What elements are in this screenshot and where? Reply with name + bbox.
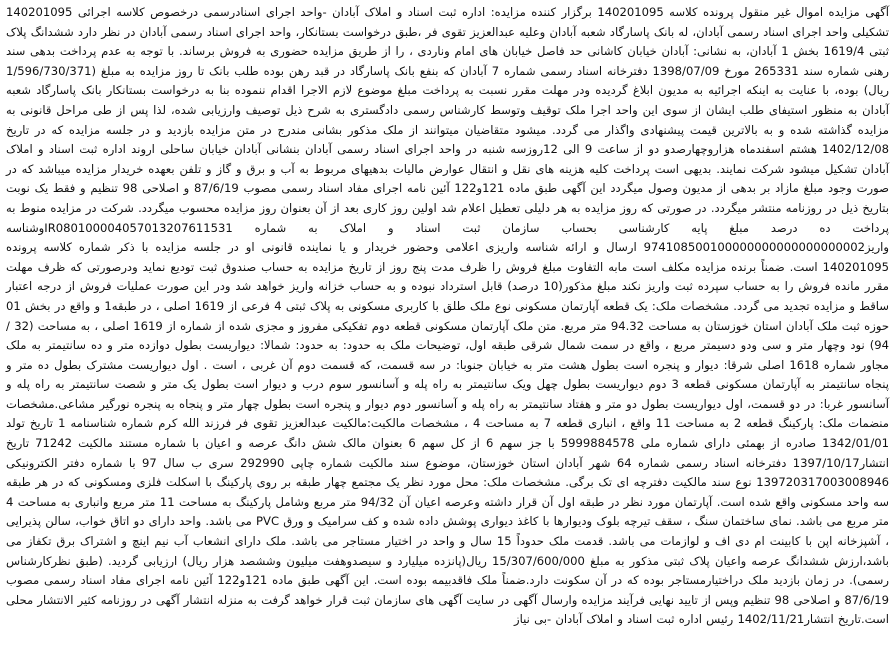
auction-notice-text: آگهی مزایده اموال غیر منقول پرونده کلاسه 140201095 برگزار کننده مزایده: اداره ثبت اسناد و املاک آبادان -واحد اجرای اسنادرسمی درخصوص کلاسه اجرائی 140201095 تشکیلی واحد اجرای اسناد رسمی آبادان، له بانک پاسارگاد شعبه آبادان وعلیه عبدالعزیز تقوی فر ،طبق درخواست بستانکار، واحد اجرای اسناد رسمی آبادان در نظر دارد ششدانگ پلاک ثبتی 1619/4 بخش 1 آبادان، به نشانی: آبادان خیابان کاشانی حد فاصل خیابان های امام وناردی ، را از طریق مزایده حضوری به فروش برساند. با توجه به عدم پرداخت بدهی سند رهنی شماره سند 265331 مورخ 1398/07/09 دفترخانه اسناد رسمی شماره 7 آبادان که بنفع بانک پاسارگاد در قبد رهن بوده طلب بانک تا روز مزایده به مبلغ (1/596/730/371 ریال) بوده، با عنایت به اینکه اجرائیه به مدیون ابلاغ گردیده ودر مهلت مقرر نسبت به پرداخت مبلغ موضوع لازم الاجرا اقدام ننموده بنا به درخواست بستانکار بانک پاسارگاد شعبه آبادان به منظور استیفای طلب ایشان از سوی این واحد اجرا ملک توقیف وتوسط کارشناس رسمی دادگستری به شرح ذیل توصیف وارزیابی شده، لذا پس از طی مراحل قانونی به مزایده گذاشته شده و به بالاترین قیمت پیشنهادی واگذار می گردد. میشود متقاضیان میتوانند از ملک مذکور بشانی مندرج در متن مزایده بازدید و در جلسه مزایده که در تاریخ 1402/12/08 هشتم اسفندماه هزاروچهارصدو دو از ساعت 9 الی 12روزسه شنبه در واحد اجرای اسناد رسمی آبادان بنشانی آبادان خیابان ساحلی اروند اداره ثبت اسناد و املاک آبادان تشکیل میشود شرکت نمایند. بدیهی است پرداخت کلیه هزینه های نقل و انتقال عوارض مالیات بدهیهای مربوط به آب و برق و گاز و تلفن بعهده خریدار مزایده میباشد که در صورت وجود مبلغ مازاد بر بدهی از مدیون وصول میگردد این آگهی طبق ماده 121و122 آئین نامه اجرای مفاد اسناد رسمی مصوب 87/6/19 و اصلاحی 98 تنظیم و فقط یک نوبت بتاریخ ذیل در روزنامه منتشر میگردد. در صورتی که روز مزایده به هر دلیلی تعطیل اعلام شد اولین روز کاری بعد از آن بعنوان روز مزایده محسوب میگردد. شرکت در مزایده منوط به پرداخت ده درصد مبلغ پایه کارشناسی بحساب سازمان ثبت اسناد و املاک به شماره IR080100004057013207611531وشناسه واریز974108500100000000000000000002 ارسال و ارائه شناسه واریزی اعلامی وحضور خریدار و یا نماینده قانونی او در جلسه مزایده با ذکر شماره کلاسه پرونده 140201095 است. ضمناً برنده مزایده مکلف است مابه التفاوت مبلغ فروش را ظرف مدت پنج روز از تاریخ مزایده به حساب صندوق ثبت تودیع نماید ودرصورتی که ظرف مهلت مقرر مانده فروش را به حساب سپرده ثبت واریز نکند مبلغ مذکور(10 درصد) قابل استرداد نبوده و به حساب خزانه واریز خواهد شد ودر این صورت عملیات فروش از درجه اعتبار ساقط و مزایده تجدید می گردد. مشخصات ملک: یک قطعه آپارتمان مسکونی نوع ملک طلق با کاربری مسکونی به پلاک ثبتی 4 فرعی از 1619 اصلی ، در طبقه1 و واقع در بخش 01 حوزه ثبت ملک آبادان استان خوزستان به مساحت 94.32 متر مربع. متن ملک آپارتمان مسکونی قطعه دوم تفکیکی مفروز و مجزی شده از شماره از 1619 اصلی ، به مساحت (32 / 94) نود وچهار متر و سی ودو دسیمتر مربع ، واقع در سمت شمال شرقی طبقه اول، توضیحات ملک به حدود: به حدود: شمالا: دیواریست بطول دوازده متر و ده سانتیمتر به ملک مجاور شماره 1618 اصلی شرقا: دیوار و پنجره است بطول هشت متر به خیابان جنوبا: در سه قسمت، که قسمت دوم آن غربی ، است . اول دیواریست مشترک بطول ده متر و پنجاه سانتیمتر به آپارتمان مسکونی قطعه 3 دوم دیواریست بطول چهل ویک سانتیمتر به راه پله و آسانسور سوم درب و دیوار است بطول یک متر و شصت سانتیمتر به راه پله و آسانسور غربا: در دو قسمت، اول دیواریست بطول دو متر و هفتاد سانتیمتر به راه پله و آسانسور دوم دیوار و پنجره است بطول چهار متر و پنجاه به پنجره نورگیر مشاعی.مشخصات منضمات ملک: پارکینگ قطعه 2 به مساحت 11 واقع ، انباری قطعه 7 به مساحت 4 ، مشخصات مالکیت:مالکیت عبدالعزیز تقوی فر فرزند الله کرم شماره شناسنامه 1 تاریخ تولد 1342/01/01 صادره از بهمئی دارای شماره ملی 5999884578 با جز سهم 6 از کل سهم 6 بعنوان مالک شش دانگ عرصه و اعیان با شماره مستند مالکیت 71242 تاریخ انتشار1397/10/17 دفترخانه اسناد رسمی شماره 64 شهر آبادان استان خوزستان، موضوع سند مالکیت شماره چاپی 292990 سری ب سال 97 با شماره دفتر الکترونیکی 139720317003008946 نوع سند مالکیت دفترچه ای تک برگی. مشخصات ملک: محل مورد نظر یک مجتمع چهار طبقه بر روی پارکینگ با اسکلت فلزی ومسکونی که در هر طبقه سه واحد مسکونی واقع شده است. آپارتمان مورد نظر در طبقه اول آن قرار داشته وعرصه اعیان آن 94/32 متر مربع وشامل پارکینگ به مساحت 11 متر مربع وانباری به مساحت 4 متر مربع می باشد. نمای ساختمان سنگ ، سقف تیرچه بلوک ودیوارها با کاغذ دیواری پوشش داده شده و کف سرامیک و ورق PVC می باشد. واحد دارای دو اتاق خواب، سالن پذیرایی ، آشپزخانه اپن با کابینت ام دی اف و لوازمات می باشد. قدمت ملک حدوداً 15 سال و واحد در اختیار مستاجر می باشد. ملک دارای انشعاب آب نیم اینچ و اشتراک برق تکفاز می باشد،ارزش ششدانگ عرصه واعیان پلاک ثبتی مذکور به مبلغ 15/307/600/000 ریال(پانزده میلیارد و سیصدوهفت میلیون وششصد هزار ریال) ارزیابی گردید. (طبق نظرکارشناس رسمی). در زمان بازدید ملک دراختیارمستاجر بوده که در آن سکونت دارد.ضمناً ملک فاقدبیمه بوده است. این آگهی طبق ماده 121و122 آئین نامه اجرای مفاد اسناد رسمی مصوب 87/6/19 و اصلاحی 98 تنظیم وپس از تایید نهایی فرآیند مزایده وارسال آگهی در سایت آگهی های سازمان ثبت قرار خواهد گرفت به منزله انتشار آگهی در روزنامه کثیر الانتشار محلی است.تاریخ انتشار1402/11/21 رئیس اداره ثبت اسناد و املاک آبادان -بی نیاز [6,5,890,627]
